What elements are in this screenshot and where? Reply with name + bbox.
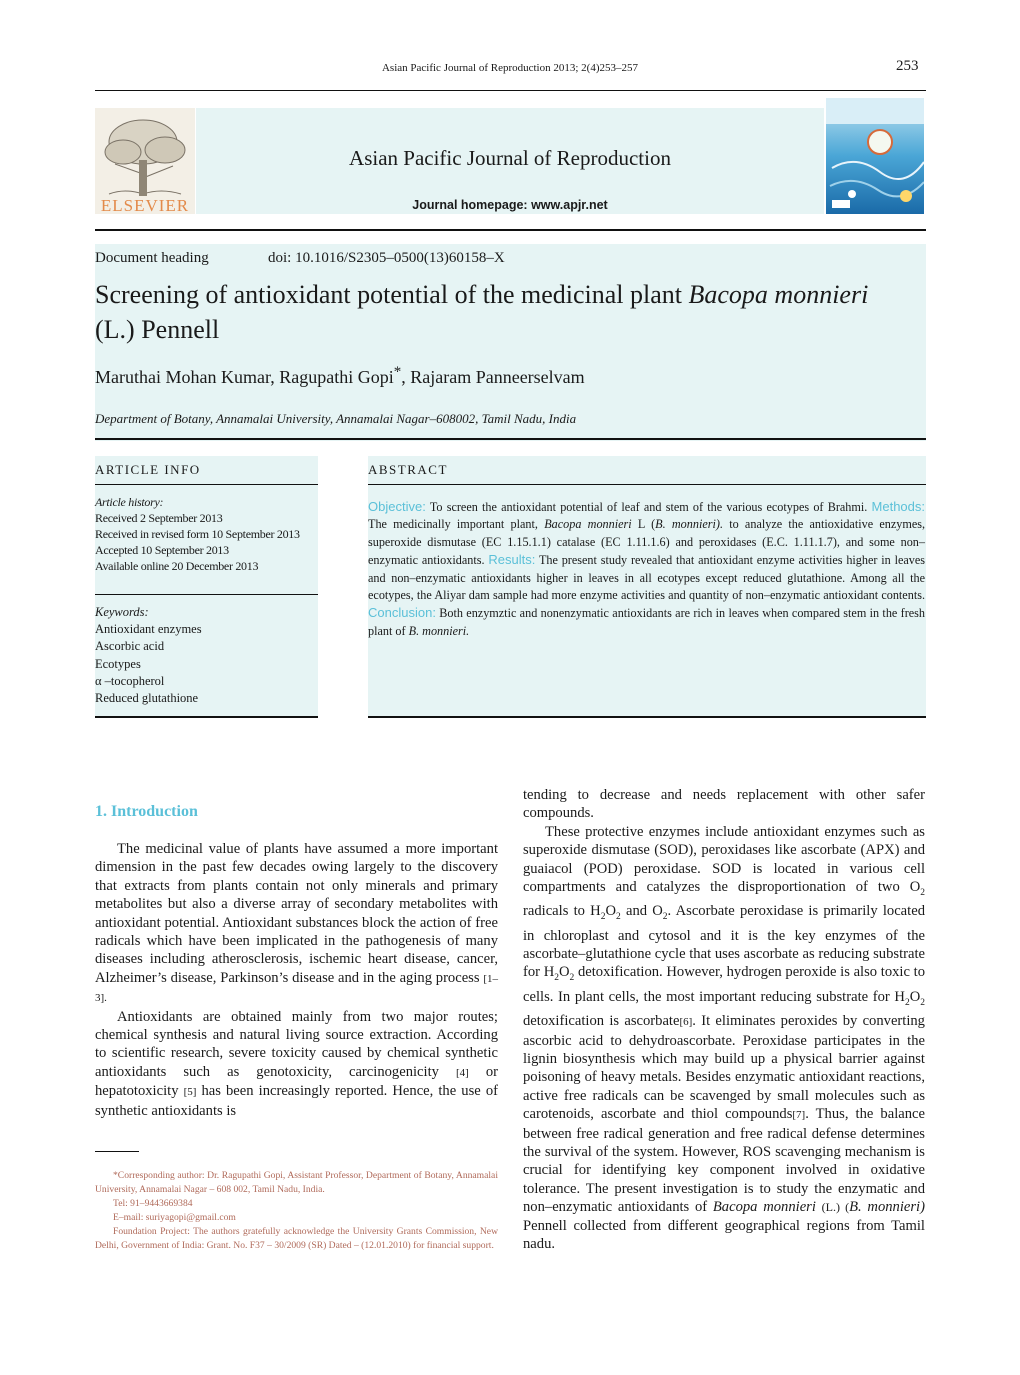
- abstract-body: [368, 498, 925, 640]
- species-name: Bacopa monnieri: [544, 517, 632, 532]
- subscript: 2: [920, 887, 925, 898]
- footnote-corresponding: *Corresponding author: Dr. Ragupathi Gopi, Assistant Professor, Department of Botany, Annamalai University, Annamalai Nagar – 608 002, Tamil Nadu, India.: [95, 1170, 498, 1195]
- paragraph-text: and O: [620, 903, 663, 920]
- author-list: [95, 364, 585, 388]
- paragraph-text: O: [909, 988, 921, 1005]
- subscript: 2: [616, 912, 621, 923]
- footnote-funding: Foundation Project: The authors gratefully acknowledge the University Grants Commission, New Delhi, Government of India: Grant. No. F37 – 30/2009 (SR) Dated – (12.01.2010) for financial support.: [95, 1226, 498, 1251]
- species-name: Bacopa monnieri: [712, 1199, 816, 1216]
- species-abbrev: B. monnieri.: [408, 623, 470, 638]
- footnote-email[interactable]: E–mail: suriyagopi@gmail.com: [113, 1212, 236, 1223]
- methods-text: to analyze the antioxidative enzymes, superoxide dismutase (EC 1.15.1.1) catalase (EC 1.11.1.6) and peroxidases (E.C. 1.11.1.7), and some non–enzymatic antioxidants.: [368, 517, 926, 568]
- intro-left-column: [95, 840, 498, 1120]
- article-info-rule: [95, 484, 318, 485]
- page-number: 253: [896, 58, 919, 74]
- subscript: 2: [600, 912, 606, 923]
- paragraph-text: (L.) (: [821, 1200, 850, 1215]
- intro-paragraph: tending to decrease and needs replacement with other safer compounds.: [523, 787, 925, 822]
- keyword-item: Antioxidant enzymes: [95, 622, 202, 637]
- paragraph-text: has been increasingly reported. Hence, the use of synthetic antioxidants is: [95, 1083, 498, 1119]
- header-top-rule: [95, 90, 926, 91]
- keyword-item: Reduced glutathione: [95, 691, 199, 706]
- citation: [6]: [679, 1016, 693, 1029]
- keywords: [95, 604, 318, 707]
- paragraph-text: detoxification is ascorbate: [523, 1013, 680, 1030]
- history-accepted: Accepted 10 September 2013: [95, 543, 229, 557]
- citation: [7]: [792, 1109, 806, 1122]
- paragraph-text: . Ascorbate peroxidase is primarily located in chloroplast and cytosol and it is the key enzymes of the ascorbate–glutathione cycle that uses ascorbate as reducing substrate for H: [523, 903, 925, 981]
- affiliation: Department of Botany, Annamalai University, Annamalai Nagar–608002, Tamil Nadu, India: [95, 411, 577, 426]
- doi[interactable]: doi: 10.1016/S2305–0500(13)60158–X: [268, 250, 505, 266]
- paragraph-text: O: [605, 903, 616, 920]
- conclusion-text: Both enzymztic and nonenzymatic antioxidants are rich in leaves when compared stem in the fresh plant of: [368, 606, 926, 638]
- paragraph-text: radicals to H: [523, 903, 601, 920]
- keyword-item: Ascorbic acid: [95, 639, 165, 654]
- paragraph-text: Antioxidants are obtained mainly from two major routes; chemical synthesis and natural living source extraction. According to scientific research, severe toxicity caused by chemical synthetic antioxidants such as genotoxicity, carcinogenicity: [95, 1008, 498, 1080]
- methods-text: L (: [637, 517, 656, 532]
- paragraph-text: These protective enzymes include antioxidant enzymes such as superoxide dismutase (SOD), peroxidases like ascorbate (APX) and guaiacol (POD) peroxidase. SOD is located in various cell compartments and catalyzes the disproportionation of two O: [523, 823, 925, 896]
- footnote-rule: [95, 1151, 139, 1152]
- journal-title: Asian Pacific Journal of Reproduction: [349, 146, 671, 170]
- paragraph-text: O: [559, 964, 570, 981]
- intro-paragraph: [523, 823, 925, 1254]
- history-revised: Received in revised form 10 September 2013: [95, 527, 300, 541]
- section-heading-introduction: 1. Introduction: [95, 803, 198, 820]
- running-head: Asian Pacific Journal of Reproduction 2013; 2(4)253–257: [381, 62, 638, 74]
- document-heading: Document heading: [95, 250, 209, 266]
- title-species: Bacopa monnieri: [688, 280, 869, 309]
- methods-text: The medicinally important plant,: [368, 517, 538, 532]
- intro-right-column: [523, 786, 925, 1253]
- publisher-name: ELSEVIER: [100, 196, 190, 215]
- document-heading-line: [95, 250, 505, 267]
- abstract-bottom-rule: [368, 716, 926, 718]
- results-label: Results:: [488, 552, 536, 568]
- objective-label: Objective:: [368, 499, 426, 514]
- species-abbrev: B. monnieri).: [655, 517, 723, 532]
- paragraph-text: Pennell collected from different geographical regions from Tamil nadu.: [523, 1217, 925, 1252]
- head-bottom-rule: [95, 438, 926, 440]
- subscript: 2: [554, 973, 559, 984]
- masthead-bottom-rule: [95, 229, 926, 231]
- paragraph-text: The medicinal value of plants have assumed a more important dimension in the past few decades owing largely to the discovery that extracts from plants contain not only minerals and primary metabolites but also a diverse array of secondary metabolites with antioxidant potential. Antioxidant substances block the action of free radicals which have been implicated in the pathogenesis of many diseases including atherosclerosis, ischemic heart disease, cancer, Alzheimer’s disease, Parkinson’s disease and in the aging process: [95, 841, 498, 986]
- methods-label: Methods:: [871, 499, 926, 514]
- intro-paragraph: [95, 840, 498, 1008]
- keywords-rule: [95, 594, 318, 595]
- article-title: [95, 277, 930, 347]
- footnotes: [95, 1169, 498, 1253]
- history-received: Received 2 September 2013: [95, 511, 223, 525]
- keywords-label: Keywords:: [95, 605, 149, 619]
- title-text-end: (L.) Pennell: [95, 315, 220, 344]
- article-history: [95, 494, 318, 574]
- citation: [4]: [455, 1066, 469, 1079]
- keyword-item: Ecotypes: [95, 656, 141, 671]
- paragraph-text: . Thus, the balance between free radical generation and free radical defense determines the survival of the system. However, ROS scavenging mechanism is crucial for identifying key component involved in oxidative tolerance. The present investigation is to study the enzymatic and non–enzymatic antioxidants of: [523, 1106, 925, 1216]
- paragraph-text: or hepatotoxicity: [95, 1063, 498, 1100]
- results-text: The present study revealed that antioxidant enzyme activities higher in leaves and non–enzymatic antioxidants higher in leaves in all ecotypes except reduced glutathione. Among all the ecotypes, the Aliyar dam sample had more enzyme activities and quantity of non–enzymatic antioxidant contents.: [368, 553, 926, 603]
- citation: [1–3].: [95, 972, 498, 1005]
- conclusion-label: Conclusion:: [368, 605, 436, 621]
- keyword-item: α –tocopherol: [95, 673, 165, 688]
- citation: [5]: [183, 1086, 197, 1099]
- homepage-label: Journal homepage:: [412, 198, 528, 212]
- journal-cover-illustration: [826, 98, 924, 214]
- paragraph-text: . It eliminates peroxides by converting ascorbic acid to dehydroascorbate. Peroxidase participates in the lignin biosynthesis which may build up a physical barrier against poisoning of heavy metals. Besides enzymatic antioxidant reactions, active free radicals can be scavenged by small molecules such as carotenoids, ascorbate and thiol compounds: [523, 1013, 925, 1123]
- intro-paragraph: [95, 1008, 498, 1120]
- corresponding-mark: *: [393, 364, 402, 380]
- history-online: Available online 20 December 2013: [95, 559, 259, 573]
- authors-last: , Rajaram Panneerselvam: [401, 367, 585, 387]
- abstract-heading: ABSTRACT: [368, 462, 448, 477]
- journal-cover-image: [826, 98, 924, 214]
- subscript: 2: [569, 973, 575, 984]
- homepage-url[interactable]: www.apjr.net: [531, 198, 608, 212]
- subscript: 2: [920, 997, 925, 1008]
- authors-first: Maruthai Mohan Kumar, Ragupathi Gopi: [95, 367, 394, 387]
- abstract-rule: [368, 484, 926, 485]
- footnote-tel: Tel: 91–9443669384: [113, 1198, 193, 1209]
- article-info-heading: ARTICLE INFO: [95, 462, 201, 477]
- paragraph-text: detoxification. However, hydrogen peroxide is also toxic to cells. In plant cells, the most important reducing substrate for H: [523, 964, 925, 1005]
- history-label: Article history:: [95, 495, 164, 509]
- article-info-bottom-rule: [95, 716, 318, 718]
- objective-text: To screen the antioxidant potential of leaf and stem of the various ecotypes of Brahmi.: [429, 500, 868, 514]
- subscript: 2: [904, 997, 910, 1008]
- subscript: 2: [662, 912, 668, 923]
- title-text: Screening of antioxidant potential of the medicinal plant: [95, 280, 689, 309]
- species-abbrev: B. monnieri): [849, 1199, 925, 1216]
